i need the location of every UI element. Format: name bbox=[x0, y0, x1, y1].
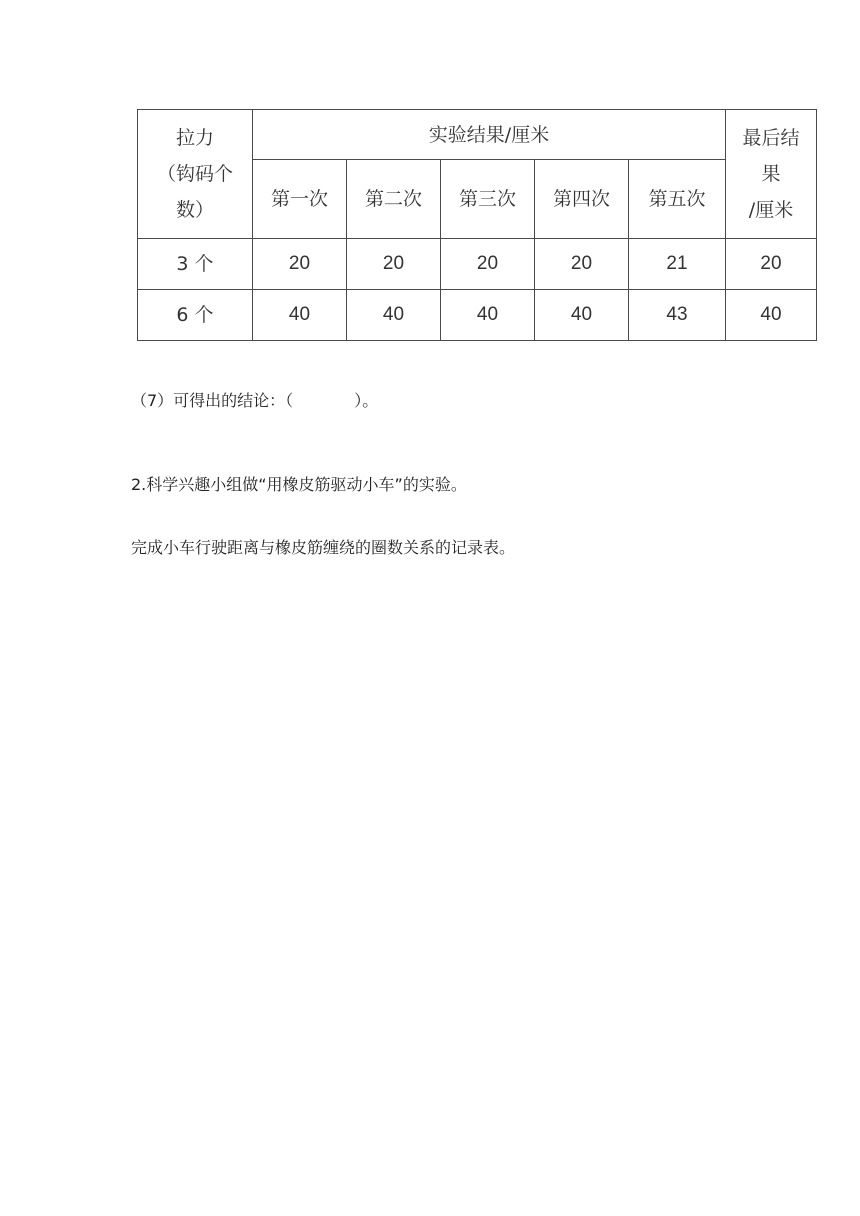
value-cell: 20 bbox=[535, 239, 629, 290]
value-cell: 20 bbox=[347, 239, 441, 290]
force-header-line: （钩码个 bbox=[156, 163, 233, 185]
final-value-cell: 20 bbox=[726, 239, 817, 290]
table-row bbox=[138, 290, 817, 341]
value-cell: 40 bbox=[253, 290, 347, 341]
value-cell: 40 bbox=[535, 290, 629, 341]
trial-header: 第二次 bbox=[347, 160, 441, 239]
force-header-cell bbox=[138, 110, 253, 239]
value-cell: 20 bbox=[253, 239, 347, 290]
trial-header: 第四次 bbox=[535, 160, 629, 239]
force-cell: 3 个 bbox=[138, 239, 253, 290]
question-2-instruction: 完成小车行驶距离与橡皮筋缠绕的圈数关系的记录表。 bbox=[131, 538, 516, 557]
table-row bbox=[138, 239, 817, 290]
results-group-header: 实验结果/厘米 bbox=[253, 110, 726, 160]
final-value-cell: 40 bbox=[726, 290, 817, 341]
final-header-line: 果 bbox=[761, 163, 781, 185]
value-cell: 21 bbox=[629, 239, 726, 290]
final-header-line: /厘米 bbox=[748, 199, 794, 221]
value-cell: 40 bbox=[347, 290, 441, 341]
final-result-header-cell bbox=[726, 110, 817, 239]
conclusion-prompt: （7）可得出的结论：（ ）。 bbox=[131, 391, 379, 410]
force-header-line: 数） bbox=[175, 199, 214, 221]
final-header-line: 最后结 bbox=[742, 127, 800, 149]
trial-header: 第一次 bbox=[253, 160, 347, 239]
value-cell: 40 bbox=[441, 290, 535, 341]
experiment-results-table bbox=[137, 109, 817, 341]
force-cell: 6 个 bbox=[138, 290, 253, 341]
table-header-row bbox=[138, 110, 817, 160]
value-cell: 43 bbox=[629, 290, 726, 341]
question-2-heading: 2.科学兴趣小组做“用橡皮筋驱动小车”的实验。 bbox=[131, 475, 467, 494]
trial-header: 第五次 bbox=[629, 160, 726, 239]
trial-header: 第三次 bbox=[441, 160, 535, 239]
force-header-line: 拉力 bbox=[175, 127, 214, 149]
value-cell: 20 bbox=[441, 239, 535, 290]
